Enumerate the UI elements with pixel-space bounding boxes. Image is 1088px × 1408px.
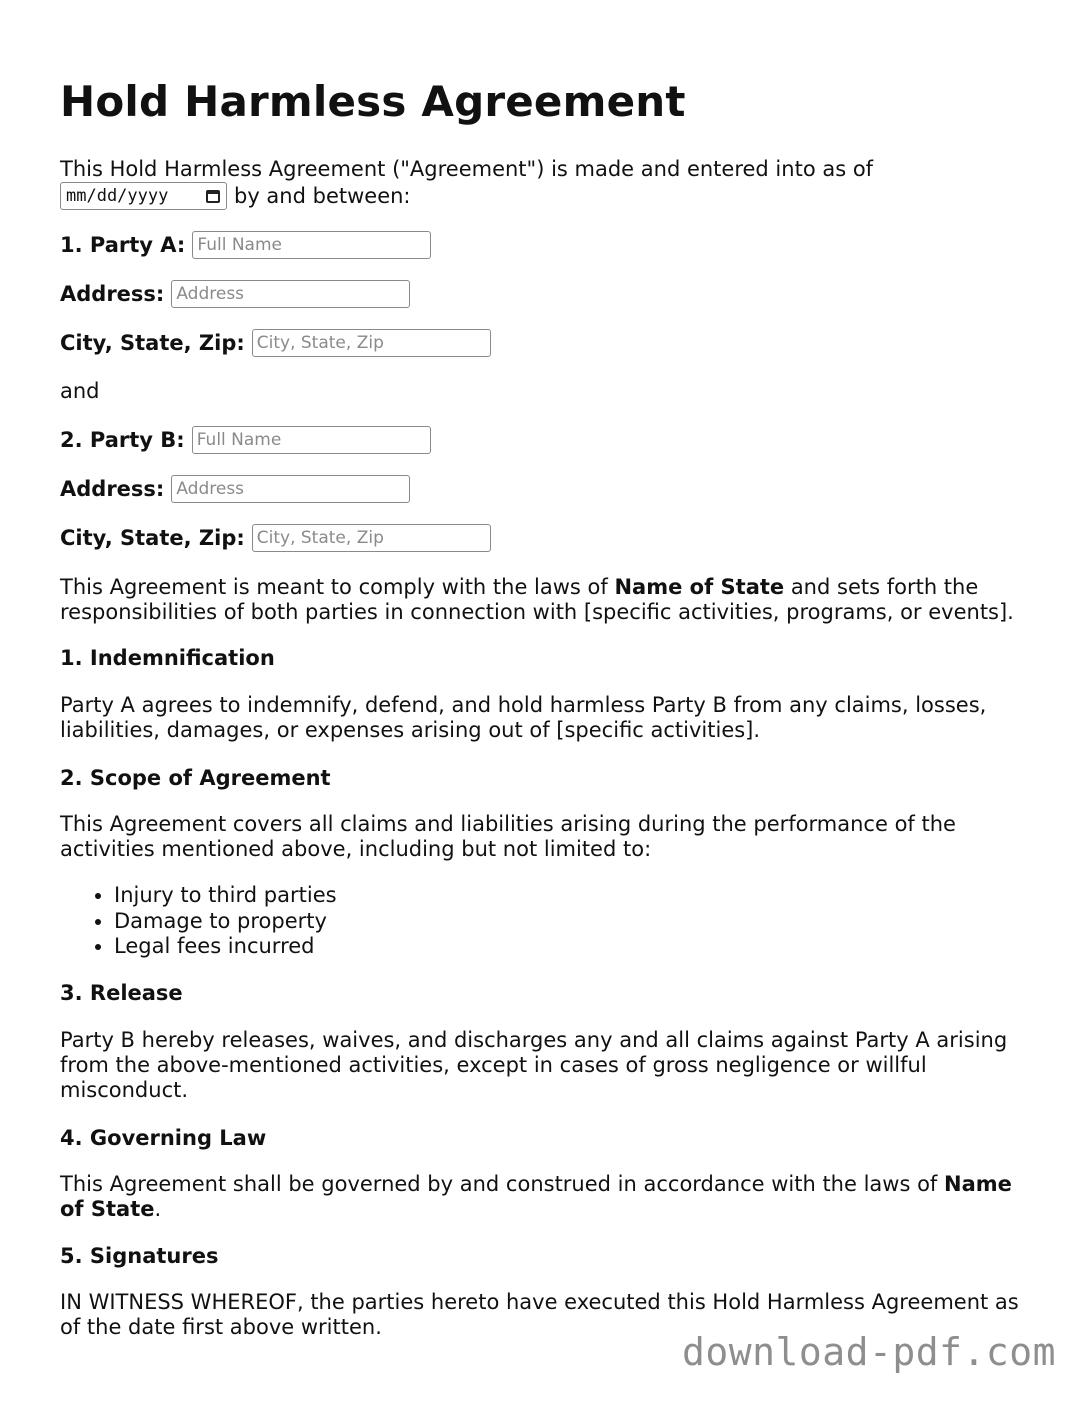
party-a-city-label: City, State, Zip: <box>60 330 245 355</box>
party-b-address-label: Address: <box>60 476 165 501</box>
list-item: • Injury to third parties <box>114 883 1040 909</box>
party-b-address-input[interactable] <box>171 475 410 503</box>
party-a-address-row <box>60 280 1040 308</box>
intro-line-2: by and between: <box>234 183 411 208</box>
intro-paragraph <box>60 157 1040 210</box>
party-b-label: 2. Party B: <box>60 427 185 452</box>
watermark: download-pdf.com <box>681 1330 1056 1374</box>
list-item: • Damage to property <box>114 909 1040 935</box>
party-a-label: 1. Party A: <box>60 232 186 257</box>
party-a-city-row <box>60 329 1040 357</box>
party-b-city-label: City, State, Zip: <box>60 525 245 550</box>
governing-post: . <box>154 1197 162 1221</box>
compliance-paragraph <box>60 575 1040 625</box>
agreement-date-input[interactable] <box>60 182 227 210</box>
governing-pre: This Agreement shall be governed by and construed in accordance with the laws of <box>60 1172 944 1196</box>
section-heading-signatures: 5. Signatures <box>60 1244 219 1268</box>
party-b-name-row <box>60 426 1040 454</box>
party-a-name-row <box>60 231 1040 259</box>
party-b-city-input[interactable] <box>252 524 491 552</box>
compliance-post: and sets forth the responsibilities of both parties in connection with [specific activities, programs, or events]. <box>60 575 1014 624</box>
scope-list <box>60 883 1040 960</box>
page-title: Hold Harmless Agreement <box>60 77 686 126</box>
intro-line-1: This Hold Harmless Agreement ("Agreement") is made and entered into as of <box>60 157 874 181</box>
scope-body: This Agreement covers all claims and liabilities arising during the performance of the activities mentioned above, including but not limited to: <box>60 812 956 861</box>
party-a-address-label: Address: <box>60 281 165 306</box>
indemnification-body: Party A agrees to indemnify, defend, and hold harmless Party B from any claims, losses, liabilities, damages, or expenses arising out of [specific activities]. <box>60 693 987 742</box>
compliance-pre: This Agreement is meant to comply with the laws of <box>60 575 615 599</box>
party-a-city-input[interactable] <box>252 329 491 357</box>
party-b-address-row <box>60 475 1040 503</box>
release-body: Party B hereby releases, waives, and discharges any and all claims against Party A arising from the above-mentioned activities, except in cases of gross negligence or willful misconduct. <box>60 1028 1008 1102</box>
party-a-name-input[interactable] <box>192 231 431 259</box>
section-heading-governing-law: 4. Governing Law <box>60 1126 267 1150</box>
section-heading-indemnification: 1. Indemnification <box>60 646 275 670</box>
party-a-address-input[interactable] <box>171 280 410 308</box>
state-name: Name of State <box>60 1172 1012 1221</box>
state-name: Name of State <box>614 575 785 599</box>
section-heading-release: 3. Release <box>60 981 183 1005</box>
list-item: • Legal fees incurred <box>114 934 1040 960</box>
and-text: and <box>60 379 100 403</box>
section-heading-scope: 2. Scope of Agreement <box>60 766 331 790</box>
party-b-city-row <box>60 524 1040 552</box>
date-placeholder: mm/dd/yyyy <box>66 185 169 206</box>
calendar-icon[interactable] <box>206 190 220 203</box>
signatures-body: IN WITNESS WHEREOF, the parties hereto have executed this Hold Harmless Agreement as of the date first above written. <box>60 1290 1019 1339</box>
governing-body <box>60 1172 1040 1222</box>
party-b-name-input[interactable] <box>192 426 431 454</box>
